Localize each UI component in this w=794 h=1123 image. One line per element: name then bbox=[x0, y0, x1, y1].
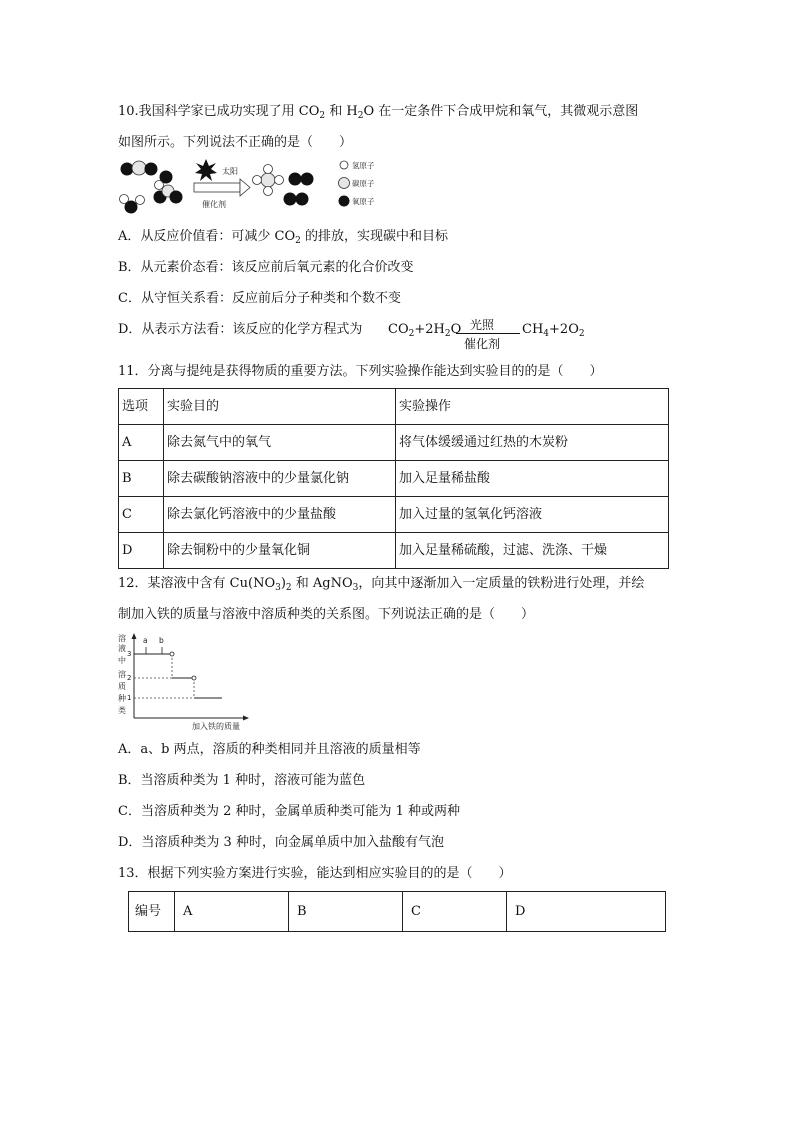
svg-text:2: 2 bbox=[127, 674, 132, 682]
table-cell: 除去氮气中的氧气 bbox=[164, 425, 396, 461]
svg-text:中: 中 bbox=[118, 656, 126, 665]
svg-text:类: 类 bbox=[118, 706, 126, 715]
table-row bbox=[119, 533, 669, 569]
svg-text:种: 种 bbox=[118, 694, 126, 703]
svg-text:1: 1 bbox=[127, 694, 132, 702]
q12-graph bbox=[116, 632, 256, 736]
table-header-cell: 实验操作 bbox=[396, 389, 669, 425]
table-row bbox=[119, 497, 669, 533]
table-cell: B bbox=[119, 461, 164, 497]
svg-text:3: 3 bbox=[127, 650, 132, 658]
table-cell: A bbox=[119, 425, 164, 461]
table-cell: 除去碳酸钠溶液中的少量氯化钠 bbox=[164, 461, 396, 497]
q11-stem: 11．分离与提纯是获得物质的重要方法。下列实验操作能达到实验目的的是（ ） bbox=[118, 364, 603, 379]
svg-text:溶: 溶 bbox=[118, 634, 126, 643]
equation-products: $CH_4+2O_2$ bbox=[522, 322, 585, 339]
equation-bar bbox=[456, 333, 520, 334]
svg-text:b: b bbox=[159, 636, 164, 645]
table-cell: 除去氯化钙溶液中的少量盐酸 bbox=[164, 497, 396, 533]
q12-option-d: D．当溶质种类为 3 种时，向金属单质中加入盐酸有气泡 bbox=[118, 835, 444, 850]
co2-molecule bbox=[121, 161, 158, 176]
q13-stem: 13．根据下列实验方案进行实验，能达到相应实验目的的是（ ） bbox=[118, 866, 512, 881]
q13-table bbox=[128, 891, 666, 932]
table-cell: 除去铜粉中的少量氧化铜 bbox=[164, 533, 396, 569]
oxygen-molecule bbox=[289, 173, 314, 186]
table-header-row bbox=[119, 389, 669, 425]
table-header-cell: 选项 bbox=[119, 389, 164, 425]
table-header-row bbox=[129, 892, 666, 932]
table-row bbox=[119, 461, 669, 497]
legend-hydrogen bbox=[340, 160, 375, 170]
sun-icon bbox=[195, 159, 217, 181]
catalyst-label: 催化剂 bbox=[202, 200, 226, 209]
q10-option-d: D．从表示方法看：该反应的化学方程式为 bbox=[118, 322, 363, 337]
q11-table bbox=[118, 388, 669, 569]
water-molecule bbox=[120, 195, 145, 214]
table-cell: C bbox=[119, 497, 164, 533]
table-header-cell: 编号 bbox=[129, 892, 175, 932]
legend-oxygen bbox=[339, 196, 375, 207]
chemical-equation bbox=[384, 318, 585, 351]
svg-text:液: 液 bbox=[118, 644, 126, 653]
q12-option-a: A．a、b 两点，溶质的种类相同并且溶液的质量相等 bbox=[118, 742, 421, 757]
x-axis-label: 加入铁的质量 bbox=[192, 722, 240, 731]
q10-option-b: B．从元素价态看：该反应前后氧元素的化合价改变 bbox=[118, 260, 414, 275]
sun-label: 太阳 bbox=[222, 167, 238, 176]
table-cell: 加入过量的氢氧化钙溶液 bbox=[396, 497, 669, 533]
y-tick-labels bbox=[127, 650, 131, 702]
table-header-cell: D bbox=[507, 892, 666, 932]
point-a bbox=[143, 636, 148, 654]
table-row bbox=[119, 425, 669, 461]
y-axis-label bbox=[118, 633, 126, 715]
q12-option-c: C．当溶质种类为 2 种时，金属单质种类可能为 1 种或两种 bbox=[118, 804, 461, 819]
equation-condition-bottom: 催化剂 bbox=[464, 337, 501, 351]
equation-reactants: $CO_2+2H_2O$ bbox=[388, 322, 462, 339]
table-header-cell: B bbox=[289, 892, 403, 932]
reaction-arrow-icon bbox=[194, 179, 250, 196]
q10-stem-line2: 如图所示。下列说法不正确的是（ ） bbox=[118, 135, 353, 150]
table-cell: 加入足量稀盐酸 bbox=[396, 461, 669, 497]
table-header-cell: A bbox=[175, 892, 289, 932]
q12-stem-line2: 制加入铁的质量与溶液中溶质种类的关系图。下列说法正确的是（ ） bbox=[118, 607, 535, 622]
svg-text:碳原子: 碳原子 bbox=[352, 179, 375, 188]
table-header-cell: 实验目的 bbox=[164, 389, 396, 425]
equation-condition-top: 光照 bbox=[470, 318, 495, 332]
svg-text:氢原子: 氢原子 bbox=[352, 161, 375, 170]
q10-option-c: C．从守恒关系看：反应前后分子种类和个数不变 bbox=[118, 291, 401, 306]
svg-text:a: a bbox=[143, 636, 148, 645]
q10-stem-line1: 10.我国科学家已成功实现了用 $CO_2$ 和 $H_2O$ 在一定条件下合成甲烷和氧气，其微观示意图 bbox=[118, 104, 639, 121]
svg-text:氧原子: 氧原子 bbox=[352, 197, 375, 206]
table-header-cell: C bbox=[403, 892, 507, 932]
table-cell: 将气体缓缓通过红热的木炭粉 bbox=[396, 425, 669, 461]
svg-text:质: 质 bbox=[118, 682, 126, 691]
oxygen-molecule bbox=[284, 193, 309, 206]
methane-molecule bbox=[253, 165, 284, 196]
table-cell: D bbox=[119, 533, 164, 569]
q10-micro-diagram bbox=[116, 155, 416, 225]
legend-carbon bbox=[339, 178, 375, 189]
svg-text:溶: 溶 bbox=[118, 670, 126, 679]
q10-option-a: A．从反应价值看：可减少 $CO_2$ 的排放，实现碳中和目标 bbox=[118, 229, 449, 246]
q12-option-b: B．当溶质种类为 1 种时，溶液可能为蓝色 bbox=[118, 773, 366, 788]
point-b bbox=[159, 636, 164, 654]
table-cell: 加入足量稀硫酸，过滤、洗涤、干燥 bbox=[396, 533, 669, 569]
q12-stem-line1: 12．某溶液中含有 $Cu(NO_3)_2$ 和 AgNO$_3$，向其中逐渐加入一定质量的铁粉进行处理，并绘 bbox=[118, 576, 645, 593]
